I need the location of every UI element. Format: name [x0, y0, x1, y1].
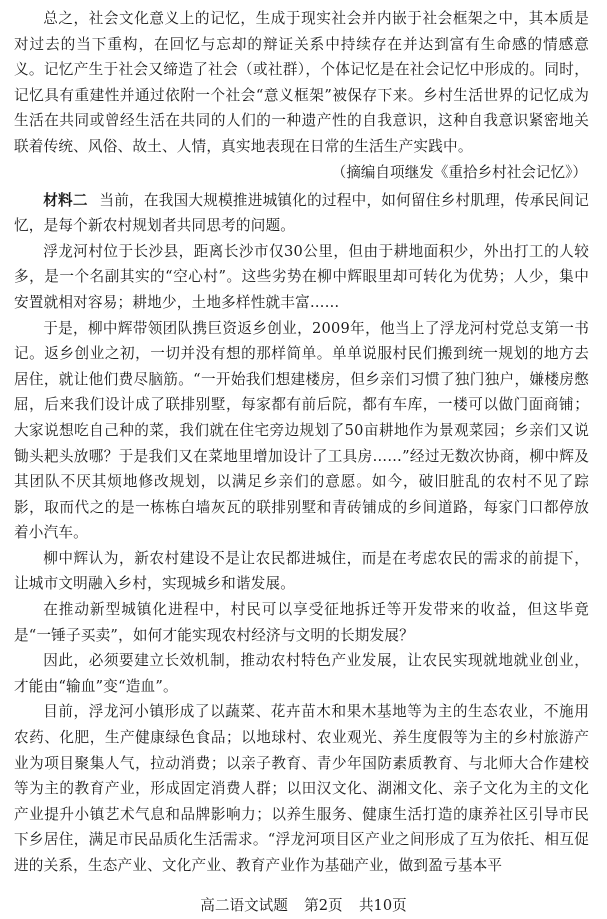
paragraph-liu-view: 柳中辉认为，新农村建设不是让农民都进城住，而是在考虑农民的需求的前提下，让城市文明融入乡村，实现城乡和谐发展。 [14, 549, 589, 593]
paragraph-long-term-mechanism: 因此，必须要建立长效机制，推动农村特色产业发展，让农民实现就地就业创业，才能由“输血”变“造血”。 [14, 652, 589, 695]
footer-total-pages: 共10页 [358, 897, 407, 914]
source-citation: （摘编自项继发《重拾乡村社会记忆》） [331, 163, 587, 181]
paragraph-memory-summary: 总之，社会文化意义上的记忆，生成于现实社会并内嵌于社会框架之中，其本质是对过去的当下重构，在回忆与忘却的辩证关系中持续存在并达到富有生命感的情感意义。记忆产生于社会又缔造了社会（或社群），个体记忆是在社会记忆中形成的。同时，记忆具有重建性并通过依附一个社会“意义框架”被保存下来。乡村生活世界的记忆成为生活在共同或曾经生活在共同的人们的一种遗产性的自我意识，这种自我意识紧密地关联着传统、风俗、故土、人情，真实地表现在日常的生活生产实践中。 [14, 10, 589, 155]
paragraph-village-location: 浮龙河村位于长沙县，距离长沙市仅30公里，但由于耕地面积少，外出打工的人较多，是一个名副其实的“空心村”。这些劣势在柳中辉眼里却可转化为优势；人少，集中安置就相对容易；耕地少，土地多样性就丰富…… [14, 242, 589, 311]
page-footer [0, 897, 607, 915]
material2-first-para: 当前，在我国大规模推进城镇化的过程中，如何留住乡村肌理，传承民间记忆，是每个新农村规划者共同思考的问题。 [14, 191, 589, 235]
material2-intro [14, 188, 589, 239]
material-label: 材料二 [43, 191, 88, 209]
paragraph-urbanization-question: 在推动新型城镇化进程中，村民可以享受征地拆迁等开发带来的收益，但这毕竟是“一锤子买卖”，如何才能实现农村经济与文明的长期发展？ [14, 601, 589, 644]
footer-page-number: 第2页 [304, 897, 343, 914]
footer-subject: 高二语文试题 [200, 897, 288, 914]
paragraph-industries: 目前，浮龙河小镇形成了以蔬菜、花卉苗木和果木基地等为主的生态农业，不施用农药、化肥，生产健康绿色食品；以地球村、农业观光、养生度假等为主的乡村旅游产业为项目聚集人气，拉动消费；以亲子教育、青少年国防素质教育、与北师大合作建校等为主的教育产业，形成固定消费人群；以田汉文化、湖湘文化、亲子文化为主的文化产业提升小镇艺术气息和品牌影响力；以养生服务、健康生活打造的康养社区引导市民下乡居住，满足市民品质化生活需求。“浮龙河项目区产业之间形成了互为依托、相互促进的关系，生态产业、文化产业、教育产业作为基础产业，做到盈亏基本平 [14, 703, 589, 874]
paragraph-return-entrepreneurship: 于是，柳中辉带领团队携巨资返乡创业，2009年，他当上了浮龙河村党总支第一书记。返乡创业之初，一切并没有想的那样简单。单单说服村民们搬到统一规划的地方去居住，就让他们费尽脑筋。“一开始我们想建楼房，但乡亲们习惯了独门独户，嫌楼房憋屈，后来我们设计成了联排别墅，每家都有前后院，都有车库，一楼可以做门面商铺；大家说想吃自己种的菜，我们就在住宅旁边规划了50亩耕地作为景观菜园；乡亲们又说锄头耙头放哪？于是我们又在菜地里增加设计了工具房……”经过无数次协商，柳中辉及其团队不厌其烦地修改规划，以满足乡亲们的意愿。如今，破旧脏乱的农村不见了踪影，取而代之的是一栋栋白墙灰瓦的联排别墅和青砖铺成的乡间道路，每家门口都停放着小汽车。 [14, 319, 589, 542]
